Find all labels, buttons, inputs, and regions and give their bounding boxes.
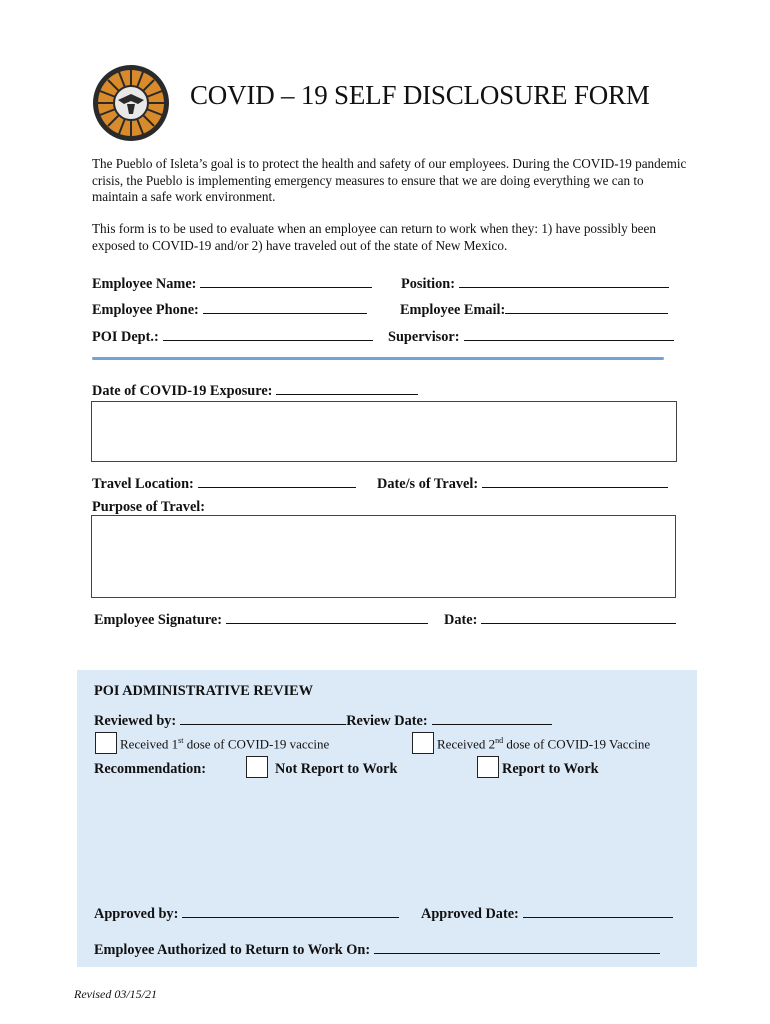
employee-name-line[interactable] [200,273,372,288]
reviewed-by-label: Reviewed by: [94,713,177,729]
purpose-of-travel-label: Purpose of Travel: [92,499,206,515]
dose1-label-sup: st [178,736,184,745]
dose2-label-text: Received 2 [437,736,496,752]
report-checkbox[interactable] [477,756,499,778]
dose2-label-sup: nd [495,736,504,745]
review-date-label: Review Date: [346,713,428,729]
poi-dept-label: POI Dept.: [92,329,159,345]
signature-date-label: Date: [444,612,478,628]
supervisor-line[interactable] [464,326,674,341]
dose2-label-rest: dose of COVID-19 Vaccine [503,736,651,752]
employee-email-label: Employee Email: [400,302,506,318]
section-divider [92,357,664,360]
revision-date: Revised 03/15/21 [74,987,157,1001]
report-label: Report to Work [502,761,599,777]
supervisor-field[interactable] [388,326,674,346]
employee-phone-line[interactable] [203,299,367,314]
travel-dates-label: Date/s of Travel: [377,476,479,492]
intro-paragraph-goal: The Pueblo of Isleta’s goal is to protect the health and safety of our employees. During the COVID-19 pandemic crisis, the Pueblo is implementing emergency measures to ensure that we are doing everything we can to maintain a safe work environment. [92,156,687,204]
travel-location-label: Travel Location: [92,476,194,492]
purpose-of-travel-textbox[interactable] [91,515,676,598]
authorized-return-field[interactable] [94,939,660,959]
dose1-label-rest: dose of COVID-19 vaccine [183,736,330,752]
supervisor-label: Supervisor: [388,329,460,345]
signature-date-line[interactable] [481,609,676,624]
dose2-checkbox[interactable] [412,732,434,754]
authorized-return-label: Employee Authorized to Return to Work On: [94,942,371,958]
approved-by-label: Approved by: [94,906,179,922]
not-report-checkbox[interactable] [246,756,268,778]
approved-date-label: Approved Date: [421,906,519,922]
dose1-label-text: Received 1 [120,736,179,752]
travel-dates-field[interactable] [377,473,668,493]
form-title: COVID – 19 SELF DISCLOSURE FORM [190,80,650,110]
approved-by-line[interactable] [182,903,399,918]
dose1-checkbox[interactable] [95,732,117,754]
employee-signature-field[interactable] [94,609,428,629]
exposure-date-field[interactable] [92,380,418,400]
position-line[interactable] [459,273,669,288]
admin-review-heading: POI ADMINISTRATIVE REVIEW [94,683,313,699]
recommendation-label: Recommendation: [94,761,206,777]
exposure-details-textbox[interactable] [91,401,677,462]
employee-signature-line[interactable] [226,609,428,624]
employee-email-field[interactable] [400,299,668,319]
authorized-return-line[interactable] [374,939,660,954]
employee-signature-label: Employee Signature: [94,612,223,628]
exposure-date-label: Date of COVID-19 Exposure: [92,383,273,399]
approved-date-field[interactable] [421,903,673,923]
intro-paragraph-purpose: This form is to be used to evaluate when an employee can return to work when they: 1) have possibly been exposed to COVID-19 and/or 2) have traveled out of the state of New Mexico. [92,221,656,253]
employee-name-label: Employee Name: [92,276,197,292]
approved-date-line[interactable] [523,903,673,918]
position-label: Position: [401,276,456,292]
employee-email-line[interactable] [505,299,668,314]
pueblo-seal-logo [92,64,170,142]
poi-dept-line[interactable] [163,326,373,341]
exposure-date-line[interactable] [276,380,418,395]
poi-dept-field[interactable] [92,326,373,346]
travel-location-field[interactable] [92,473,356,493]
dose1-label [120,736,329,752]
reviewed-by-field[interactable] [94,710,552,730]
position-field[interactable] [401,273,669,293]
signature-date-field[interactable] [444,609,676,629]
employee-name-field[interactable] [92,273,372,293]
employee-phone-label: Employee Phone: [92,302,199,318]
travel-dates-line[interactable] [482,473,668,488]
employee-phone-field[interactable] [92,299,367,319]
approved-by-field[interactable] [94,903,399,923]
travel-location-line[interactable] [198,473,356,488]
review-date-line[interactable] [432,710,552,725]
reviewed-by-line[interactable] [180,710,346,725]
not-report-label: Not Report to Work [275,761,398,777]
dose2-label [437,736,650,752]
